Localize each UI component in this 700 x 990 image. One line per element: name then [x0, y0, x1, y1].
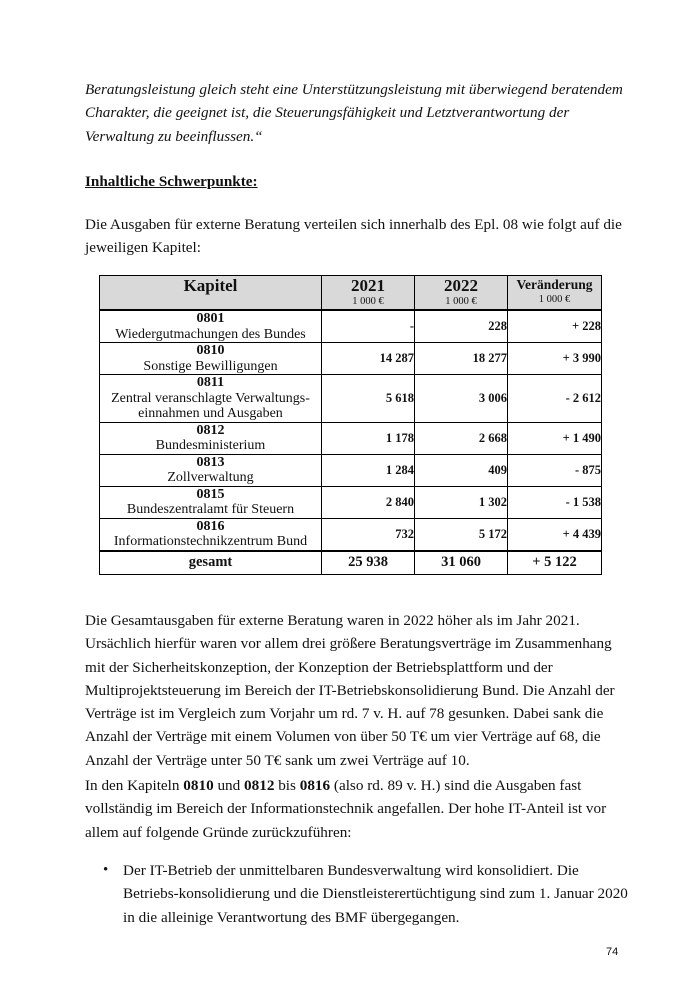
- header-change-label: Veränderung: [516, 277, 593, 292]
- table-header-row: [100, 276, 602, 311]
- kapitel-cell: [100, 486, 322, 518]
- kapitel-ref: 0816: [299, 777, 331, 794]
- kapitel-cell: [100, 422, 322, 454]
- expenditure-table: [99, 275, 602, 575]
- value-2022: 3 006: [415, 375, 508, 423]
- intro-quote: Beratungsleistung gleich steht eine Unterstützungsleistung mit überwiegend beratendem Charakter, die geeignet ist, die Steuerungsfähigkeit und Letztverantwortung der Verwaltung zu beeinflussen.“: [85, 81, 623, 145]
- value-2022: 409: [415, 454, 508, 486]
- table-total-row: [100, 551, 602, 575]
- value-2022: 18 277: [415, 343, 508, 375]
- bullet-icon: •: [103, 862, 109, 878]
- value-change: + 1 490: [508, 422, 602, 454]
- kapitel-cell: [100, 375, 322, 423]
- page-number: 74: [606, 946, 619, 958]
- header-2022-unit: 1 000 €: [445, 296, 477, 307]
- kapitel-number: 0815: [196, 486, 225, 502]
- kapitel-number: 0811: [196, 375, 225, 390]
- value-2021: 2 840: [322, 486, 415, 518]
- kapitel-name: Wiedergutmachungen des Bundes: [115, 326, 306, 342]
- total-change: + 5 122: [508, 551, 602, 575]
- header-kapitel: Kapitel: [100, 276, 322, 311]
- header-change-unit: 1 000 €: [538, 294, 571, 305]
- kapitel-name: Zollverwaltung: [167, 470, 254, 485]
- paragraph-text: (also rd. 89 v. H.) sind die Ausgaben fast vollständig im Bereich der Informationstechnik angefallen. Der hohe IT-Anteil ist vor allem auf folgende Gründe zurückzuführen:: [85, 777, 607, 841]
- kapitel-name: Bundeszentralamt für Steuern: [126, 502, 295, 517]
- value-2021: 1 178: [322, 422, 415, 454]
- kapitel-cell: [100, 518, 322, 551]
- kapitel-number: 0813: [196, 454, 225, 470]
- kapitel-number: 0816: [196, 518, 225, 534]
- kapitel-ref: 0812: [244, 777, 275, 794]
- value-2021: -: [322, 310, 415, 343]
- value-2021: 14 287: [322, 343, 415, 375]
- value-change: - 875: [508, 454, 602, 486]
- table-row: [100, 310, 602, 343]
- header-2021-label: 2021: [351, 276, 385, 295]
- value-2022: 228: [415, 310, 508, 343]
- value-2022: 5 172: [415, 518, 508, 551]
- paragraph-text: und: [213, 777, 245, 794]
- paragraph-kapitel-it: [85, 774, 625, 844]
- lead-text: Die Ausgaben für externe Beratung verteilen sich innerhalb des Epl. 08 wie folgt auf die jeweiligen Kapitel:: [85, 216, 622, 257]
- value-2022: 2 668: [415, 422, 508, 454]
- header-2022-label: 2022: [444, 276, 478, 295]
- value-change: + 4 439: [508, 518, 602, 551]
- value-2021: 1 284: [322, 454, 415, 486]
- value-2021: 732: [322, 518, 415, 551]
- kapitel-cell: [100, 454, 322, 486]
- header-2022: [415, 276, 508, 311]
- kapitel-number: 0810: [196, 343, 225, 358]
- table-row: [100, 343, 602, 375]
- value-2022: 1 302: [415, 486, 508, 518]
- value-change: - 2 612: [508, 375, 602, 423]
- paragraph-text: bis: [274, 777, 300, 794]
- header-2021-unit: 1 000 €: [352, 296, 384, 307]
- table-row: [100, 454, 602, 486]
- paragraph-text: In den Kapiteln: [85, 777, 184, 794]
- header-change: [508, 276, 602, 311]
- kapitel-cell: [100, 343, 322, 375]
- kapitel-cell: [100, 310, 322, 343]
- table-row: [100, 486, 602, 518]
- total-label: gesamt: [100, 551, 322, 575]
- value-change: - 1 538: [508, 486, 602, 518]
- value-change: + 228: [508, 310, 602, 343]
- value-2021: 5 618: [322, 375, 415, 423]
- table-row: [100, 422, 602, 454]
- kapitel-name: Informationstechnikzentrum Bund: [113, 534, 308, 549]
- header-2021: [322, 276, 415, 311]
- kapitel-name: Zentral veranschlagte Verwaltungs-einnahmen und Ausgaben: [111, 390, 310, 421]
- value-change: + 3 990: [508, 343, 602, 375]
- paragraph-gesamtausgaben: Die Gesamtausgaben für externe Beratung waren in 2022 höher als im Jahr 2021. Ursächlich hierfür waren vor allem drei größere Beratungsverträge im Zusammenhang mit der Sicherheitskonzeption, der Konzeption der Betriebsplattform und der Multiprojektsteuerung im Bereich der IT-Betriebskonsolidierung Bund. Die Anzahl der Verträge ist im Vergleich zum Vorjahr um rd. 7 v. H. auf 78 gesunken. Dabei sank die Anzahl der Verträge mit einem Volumen von über 50 T€ um vier Verträge auf 68, die Anzahl der Verträge unter 50 T€ sank um zwei Verträge auf 10.: [85, 612, 615, 769]
- kapitel-number: 0812: [196, 422, 225, 438]
- kapitel-number: 0801: [196, 311, 225, 326]
- kapitel-ref: 0810: [183, 777, 214, 794]
- bullet-text: Der IT-Betrieb der unmittelbaren Bundesverwaltung wird konsolidiert. Die Betriebs-konsolidierung und die Dienstleisterertüchtigung sind zum 1. Januar 2020 in die alleinige Verantwortung des BMF übergegangen.: [123, 862, 628, 926]
- kapitel-name: Bundesministerium: [155, 438, 266, 453]
- table-row: [100, 518, 602, 551]
- table-row: [100, 375, 602, 423]
- total-2022: 31 060: [415, 551, 508, 575]
- section-heading: Inhaltliche Schwerpunkte:: [85, 173, 258, 190]
- total-2021: 25 938: [322, 551, 415, 575]
- kapitel-name: Sonstige Bewilligungen: [143, 358, 278, 374]
